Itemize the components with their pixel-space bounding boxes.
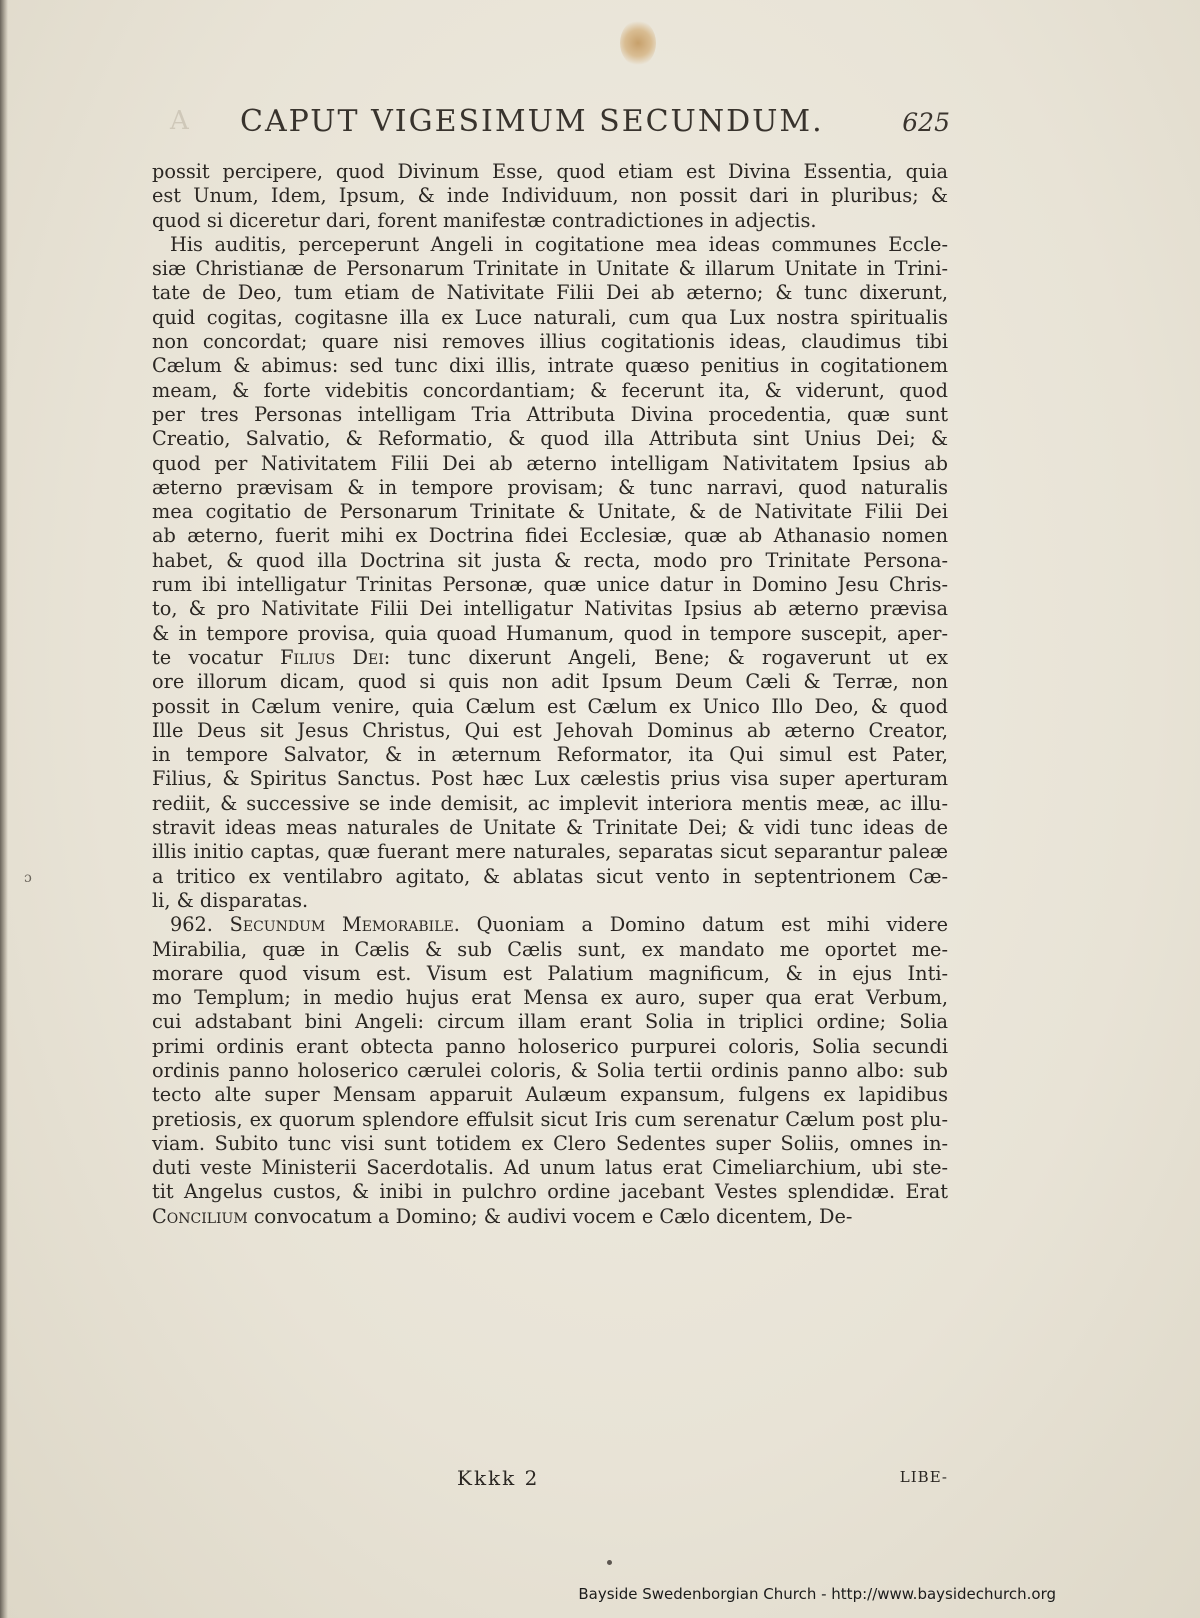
watermark: Bayside Swedenborgian Church - http://www.baysidechurch.org <box>578 1585 1056 1603</box>
text-line: quid cogitas, cogitasne illa ex Luce naturali, cum qua Lux nostra spiritualis <box>152 305 948 329</box>
margin-mark: ɔ <box>24 870 32 886</box>
text-line: rum ibi intelligatur Trinitas Personæ, quæ unice datur in Domino Jesu Chris- <box>152 573 948 597</box>
bleed-through-letters: A <box>170 106 195 136</box>
text-line: Creatio, Salvatio, & Reformatio, & quod illa Attributa sint Unius Dei; & <box>152 427 948 451</box>
text-line: cui adstabant bini Angeli: circum illam erant Solia in triplici ordine; Solia <box>152 1010 948 1034</box>
text-line: in tempore Salvator, & in æternum Reformator, ita Qui simul est Pater, <box>152 743 948 767</box>
text-line: mo Templum; in medio hujus erat Mensa ex auro, super qua erat Verbum, <box>152 986 948 1010</box>
text-line: Filius, & Spiritus Sanctus. Post hæc Lux cælestis prius visa super aperturam <box>152 767 948 791</box>
text-line: per tres Personas intelligam Tria Attributa Divina procedentia, quæ sunt <box>152 402 948 426</box>
paper-stain <box>620 20 656 66</box>
small-caps-text: Concilium <box>152 1204 248 1228</box>
text-line: possit in Cælum venire, quia Cælum est Cælum ex Unico Illo Deo, & quod <box>152 694 948 718</box>
text-line: possit percipere, quod Divinum Esse, quod etiam est Divina Essentia, quia <box>152 160 948 183</box>
text-line: quod si diceretur dari, forent manifestæ contradictiones in adjectis. <box>152 208 817 232</box>
text-line: tate de Deo, tum etiam de Nativitate Filii Dei ab æterno; & tunc dixerunt, <box>152 281 948 305</box>
text-line: Concilium convocatum a Domino; & audivi vocem e Cælo dicentem, De- <box>152 1204 853 1228</box>
text-line: mea cogitatio de Personarum Trinitate & Unitate, & de Nativitate Filii Dei <box>152 500 948 524</box>
text-line: meam, & forte videbitis concordantiam; & fecerunt ita, & viderunt, quod <box>152 378 948 402</box>
text-line: est Unum, Idem, Ipsum, & inde Individuum, non possit dari in pluribus; & <box>152 184 948 208</box>
small-caps-text: Secundum Memorabile <box>229 913 454 937</box>
page-number: 625 <box>902 108 950 137</box>
text-line: quod per Nativitatem Filii Dei ab æterno intelligam Nativitatem Ipsius ab <box>152 451 948 475</box>
text-line: illis initio captas, quæ fuerant mere naturales, separatas sicut separantur paleæ <box>152 840 948 864</box>
small-caps-text: Filius Dei <box>280 645 384 669</box>
text-line: viam. Subito tunc visi sunt totidem ex Clero Sedentes super Soliis, omnes in- <box>152 1131 948 1155</box>
body-text <box>152 160 948 1229</box>
text-line: li, & disparatas. <box>152 888 309 912</box>
page-footer <box>152 1466 948 1494</box>
text-line: Cælum & abimus: sed tunc dixi illis, intrate quæso penitius in cogitationem <box>152 354 948 378</box>
text-line: morare quod visum est. Visum est Palatium magnificum, & in ejus Inti- <box>152 961 948 985</box>
text-line: ordinis panno holoserico cærulei coloris, & Solia tertii ordinis panno albo: sub <box>152 1058 948 1082</box>
text-line: siæ Christianæ de Personarum Trinitate in Unitate & illarum Unitate in Trini- <box>152 257 948 281</box>
ink-dot <box>607 1560 612 1565</box>
text-line: non concordat; quare nisi removes illius cogitationis ideas, claudimus tibi <box>152 330 948 354</box>
text-line: pretiosis, ex quorum splendore effulsit sicut Iris cum serenatur Cælum post plu- <box>152 1107 948 1131</box>
signature-mark: Kkkk 2 <box>457 1466 540 1490</box>
text-line: te vocatur Filius Dei: tunc dixerunt Angeli, Bene; & rogaverunt ut ex <box>152 645 948 669</box>
text-line: a tritico ex ventilabro agitato, & ablatas sicut vento in septentrionem Cæ- <box>152 864 948 888</box>
text-line: ore illorum dicam, quod si quis non adit Ipsum Deum Cæli & Terræ, non <box>152 670 948 694</box>
text-line: stravit ideas meas naturales de Unitate & Trinitate Dei; & vidi tunc ideas de <box>152 816 948 840</box>
text-line: primi ordinis erant obtecta panno holoserico purpurei coloris, Solia secundi <box>152 1034 948 1058</box>
text-line: Mirabilia, quæ in Cælis & sub Cælis sunt, ex mandato me oportet me- <box>152 937 948 961</box>
text-line: to, & pro Nativitate Filii Dei intelligatur Nativitas Ipsius ab æterno prævisa <box>152 597 948 621</box>
text-line: & in tempore provisa, quia quoad Humanum, quod in tempore suscepit, aper- <box>152 621 948 645</box>
text-line: duti veste Ministerii Sacerdotalis. Ad unum latus erat Cimeliarchium, ubi ste- <box>152 1156 948 1180</box>
text-line: ab æterno, fuerit mihi ex Doctrina fidei Ecclesiæ, quæ ab Athanasio nomen <box>152 524 948 548</box>
text-line: His auditis, perceperunt Angeli in cogitatione mea ideas communes Eccle- <box>170 232 948 256</box>
text-line: habet, & quod illa Doctrina sit justa & recta, modo pro Trinitate Persona- <box>152 548 948 572</box>
page-header <box>170 104 950 144</box>
catchword: LIBE- <box>899 1468 948 1486</box>
text-line: Ille Deus sit Jesus Christus, Qui est Jehovah Dominus ab æterno Creator, <box>152 718 948 742</box>
running-title: CAPUT VIGESIMUM SECUNDUM. <box>240 104 824 139</box>
text-line: 962. Secundum Memorabile. Quoniam a Domino datum est mihi videre <box>170 913 948 937</box>
text-line: rediit, & successive se inde demisit, ac implevit interiora mentis meæ, ac illu- <box>152 791 948 815</box>
binding-edge <box>0 0 8 1618</box>
text-line: tecto alte super Mensam apparuit Aulæum expansum, fulgens ex lapidibus <box>152 1083 948 1107</box>
text-line: tit Angelus custos, & inibi in pulchro ordine jacebant Vestes splendidæ. Erat <box>152 1180 948 1204</box>
text-line: æterno prævisam & in tempore provisam; & tunc narravi, quod naturalis <box>152 475 948 499</box>
